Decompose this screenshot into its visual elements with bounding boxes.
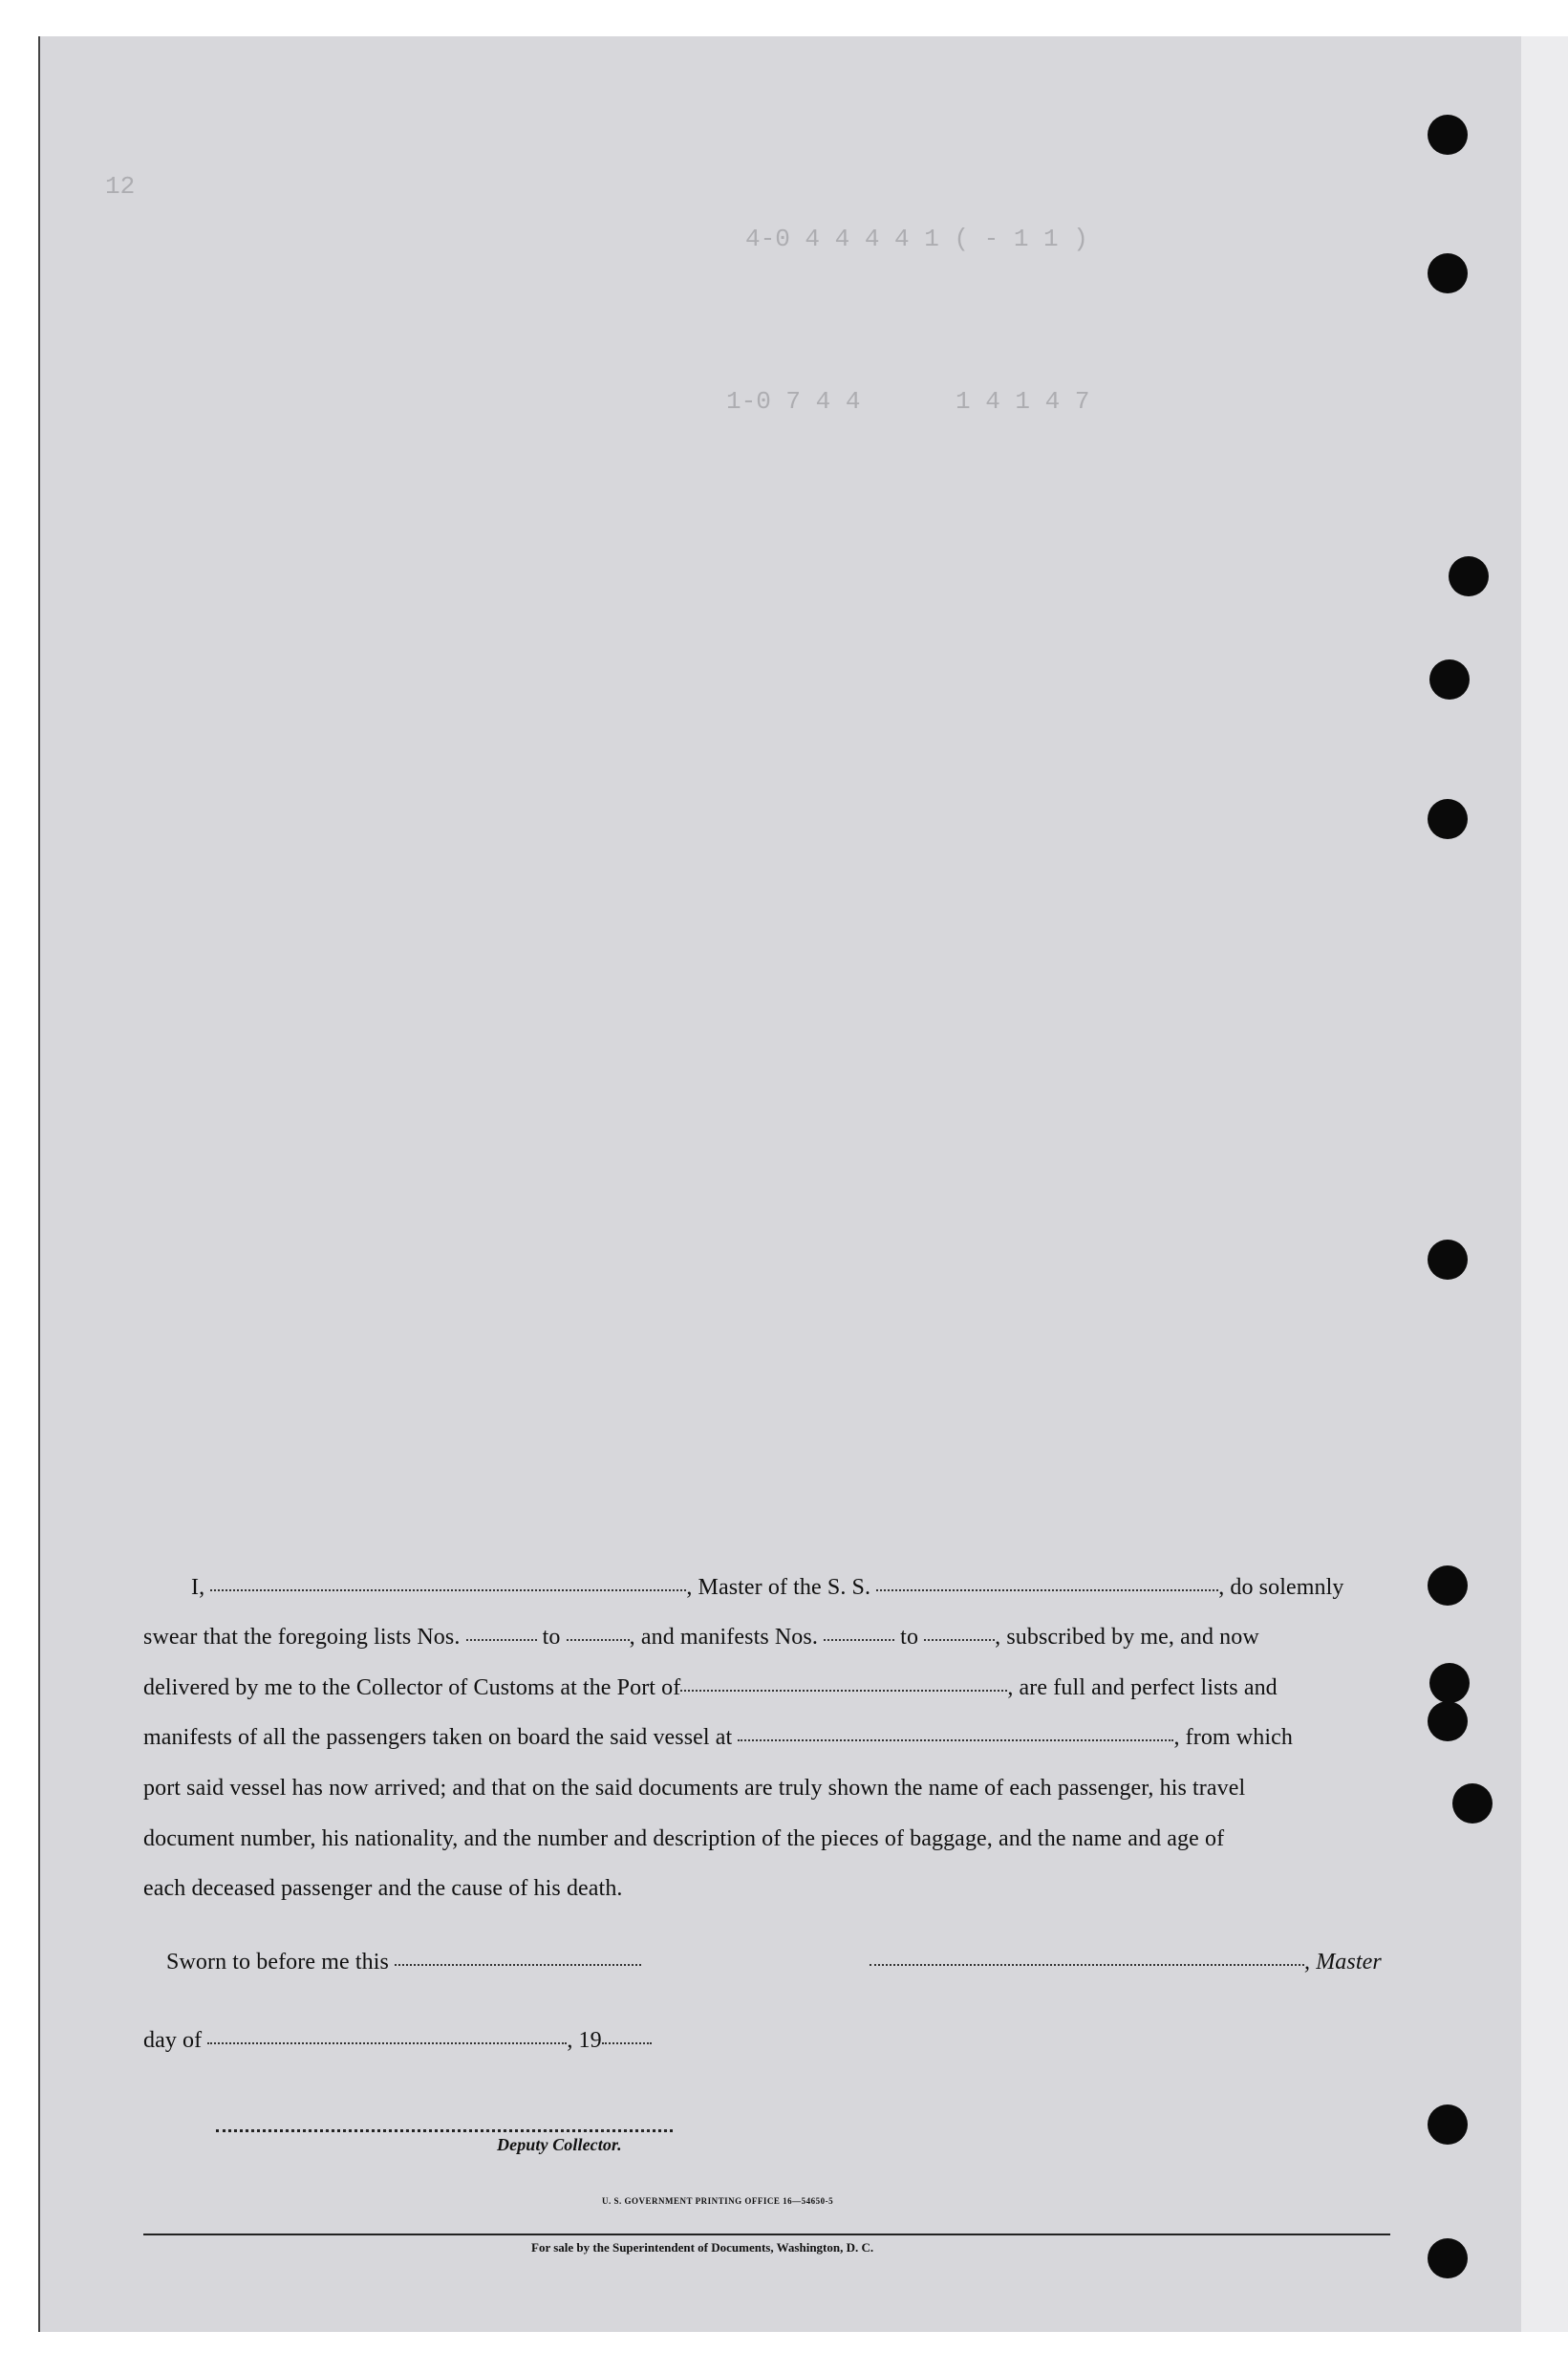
embarkation-port-field[interactable] xyxy=(738,1738,1173,1741)
port-field[interactable] xyxy=(680,1689,1007,1692)
punch-hole xyxy=(1429,1663,1470,1703)
punch-hole xyxy=(1428,2238,1468,2278)
manifests-to-field[interactable] xyxy=(924,1638,995,1641)
punch-hole xyxy=(1428,1565,1468,1606)
bleed-through-text: 12 xyxy=(105,172,136,201)
punch-hole xyxy=(1452,1783,1493,1824)
declaration-line-3: delivered by me to the Collector of Customs at the Port of , are full and perfect lists and xyxy=(143,1675,1278,1700)
bleed-through-text: 1-0 7 4 4 xyxy=(726,387,861,416)
sworn-day-field[interactable] xyxy=(395,1963,641,1966)
sale-note: For sale by the Superintendent of Documents, Washington, D. C. xyxy=(531,2240,874,2255)
vessel-name-field[interactable] xyxy=(876,1588,1218,1591)
punch-hole xyxy=(1428,253,1468,293)
punch-hole xyxy=(1428,115,1468,155)
declaration-line-5: port said vessel has now arrived; and that on the said documents are truly shown the name of each passenger, his travel xyxy=(143,1776,1246,1801)
page-edge xyxy=(1521,36,1568,2332)
punch-hole xyxy=(1428,1240,1468,1280)
punch-hole xyxy=(1428,799,1468,839)
printing-office-imprint: U. S. GOVERNMENT PRINTING OFFICE 16—54650-5 xyxy=(602,2196,834,2206)
sworn-line: Sworn to before me this xyxy=(166,1950,641,1975)
declaration-line-1: I, , Master of the S. S. , do solemnly xyxy=(191,1575,1344,1600)
declaration-line-2: swear that the foregoing lists Nos. to , and manifests Nos. to , subscribed by me, and now xyxy=(143,1625,1259,1650)
punch-hole xyxy=(1429,659,1470,700)
bleed-through-text: 4-0 4 4 4 4 1 ( - 1 1 ) xyxy=(745,225,1088,253)
master-signature-line: , Master xyxy=(870,1950,1382,1975)
declaration-line-6: document number, his nationality, and the number and description of the pieces of baggage, and the name and age of xyxy=(143,1826,1225,1851)
master-signature-field[interactable] xyxy=(870,1963,1304,1966)
lists-from-field[interactable] xyxy=(466,1638,537,1641)
punch-hole xyxy=(1449,556,1489,596)
punch-hole xyxy=(1428,2104,1468,2145)
form-page xyxy=(38,36,1521,2332)
deputy-signature-field[interactable] xyxy=(216,2129,673,2132)
declaration-line-4: manifests of all the passengers taken on board the said vessel at , from which xyxy=(143,1725,1293,1750)
month-field[interactable] xyxy=(207,2041,567,2044)
bleed-through-text: 1 4 1 4 7 xyxy=(956,387,1090,416)
master-name-field[interactable] xyxy=(210,1588,686,1591)
lists-to-field[interactable] xyxy=(567,1638,630,1641)
manifests-from-field[interactable] xyxy=(824,1638,894,1641)
footer-rule xyxy=(143,2234,1390,2235)
deputy-collector-label: Deputy Collector. xyxy=(497,2135,622,2154)
year-field[interactable] xyxy=(602,2041,652,2044)
declaration-line-7: each deceased passenger and the cause of his death. xyxy=(143,1876,623,1901)
punch-hole xyxy=(1428,1701,1468,1741)
date-line: day of , 19 xyxy=(143,2028,652,2054)
